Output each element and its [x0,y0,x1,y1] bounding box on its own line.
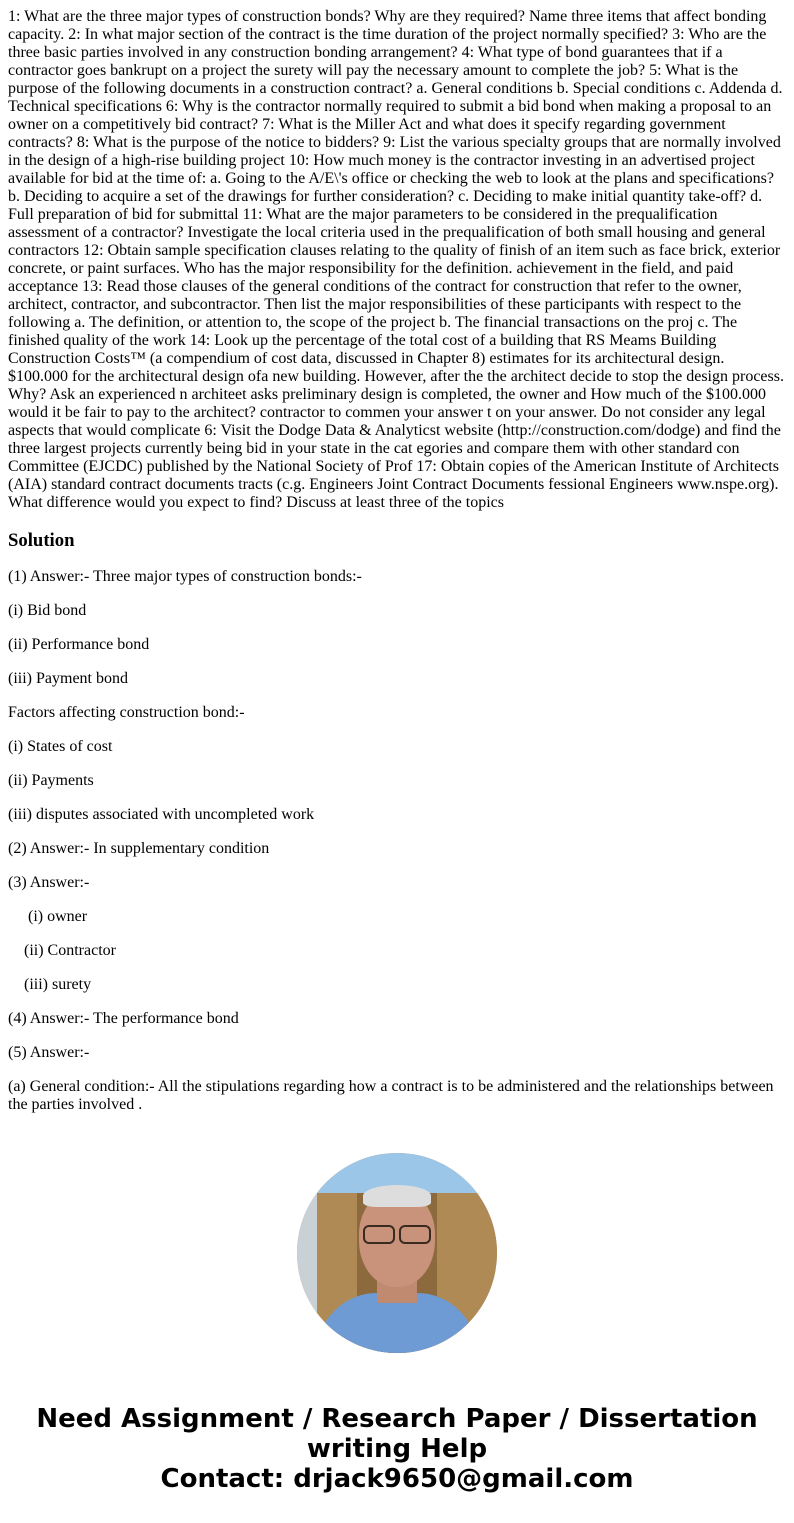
answer-paragraph: (1) Answer:- Three major types of construction bonds:- [8,568,362,585]
answer-paragraph: (iii) surety [8,976,92,993]
contact-banner [0,1404,794,1494]
answer-paragraph: (i) States of cost [8,738,113,755]
answer-paragraph: (i) Bid bond [8,602,87,619]
answer-paragraph: (iii) disputes associated with uncompleted work [8,806,315,823]
answer-paragraph: (ii) Performance bond [8,636,150,653]
glasses-icon [363,1225,431,1241]
answer-paragraph: (3) Answer:- [8,874,90,891]
question-text: 1: What are the three major types of construction bonds? Why are they required? Name three items that affect bonding capacity. 2: In what major section of the contract is the time duration of the project normally specified? 3: Who are the three basic parties involved in any construction bonding arrangement? 4: What type of bond guarantees that if a contractor goes bankrupt on a project the surety will pay the necessary amount to complete the job? 5: What is the purpose of the following documents in a construction contract? a. General conditions b. Special conditions c. Addenda d. Technical specifications 6: Why is the contractor normally required to submit a bid bond when making a proposal to an owner on a competitively bid contract? 7: What is the Miller Act and what does it specify regarding government contracts? 8: What is the purpose of the notice to bidders? 9: List the various specialty groups that are normally involved in the design of a high-rise building project 10: How much money is the contractor investing in an advertised project available for bid at the time of: a. Going to the A/E\'s office or checking the web to look at the plans and specifications? b. Deciding to acquire a set of the drawings for further consideration? c. Deciding to make initial quantity take-off? d. Full preparation of bid for submittal 11: What are the major parameters to be considered in the prequalification assessment of a contractor? Investigate the local criteria used in the prequalification of both small housing and general contractors 12: Obtain sample specification clauses relating to the quality of finish of an item such as face brick, exterior concrete, or paint surfaces. Who has the major responsibility for the definition. achievement in the field, and paid acceptance 13: Read those clauses of the general conditions of the contract for construction that refer to the owner, architect, contractor, and subcontractor. Then list the major responsibilities of these participants with respect to the following a. The definition, or attention to, the scope of the project b. The financial transactions on the proj c. The finished quality of the work 14: Look up the percentage of the total cost of a building that RS Meams Building Construction Costs™ (a compendium of cost data, discussed in Chapter 8) estimates for its architectural design. $100.000 for the architectural design ofa new building. However, after the the architect decide to stop the design process. Why? Ask an experienced n architeet asks preliminary design is completed, the owner and How much of the $100.000 would it be fair to pay to the architect? contractor to commen your answer t on your answer. Do not consider any legal aspects that would complicate 6: Visit the Dodge Data & Analyticst website (http://construction.com/dodge) and find the three largest projects currently being bid in your state in the cat egories and compare them with other standard con Committee (EJCDC) published by the National Society of Prof 17: Obtain copies of the American Institute of Architects (AIA) standard contract documents tracts (c.g. Engineers Joint Contract Documents fessional Engineers www.nspe.org). What difference would you expect to find? Discuss at least three of the topics [8,8,784,511]
document-body [8,8,786,1130]
answer-paragraph: (ii) Payments [8,772,94,789]
author-photo [297,1153,497,1353]
answer-paragraph: (5) Answer:- [8,1044,90,1061]
solution-answers [8,568,786,1114]
answer-paragraph: (4) Answer:- The performance bond [8,1010,239,1027]
answer-paragraph: (ii) Contractor [8,942,116,959]
answer-paragraph: (2) Answer:- In supplementary condition [8,840,270,857]
answer-paragraph: (iii) Payment bond [8,670,128,687]
banner-contact: Contact: drjack9650@gmail.com [160,1464,634,1494]
answer-paragraph: (a) General condition:- All the stipulations regarding how a contract is to be administered and the relationships between the parties involved . [8,1078,774,1113]
answer-paragraph: Factors affecting construction bond:- [8,704,245,721]
answer-paragraph: (i) owner [8,908,88,925]
solution-heading: Solution [8,530,75,551]
banner-headline: Need Assignment / Research Paper / Dissertation writing Help [36,1404,758,1464]
